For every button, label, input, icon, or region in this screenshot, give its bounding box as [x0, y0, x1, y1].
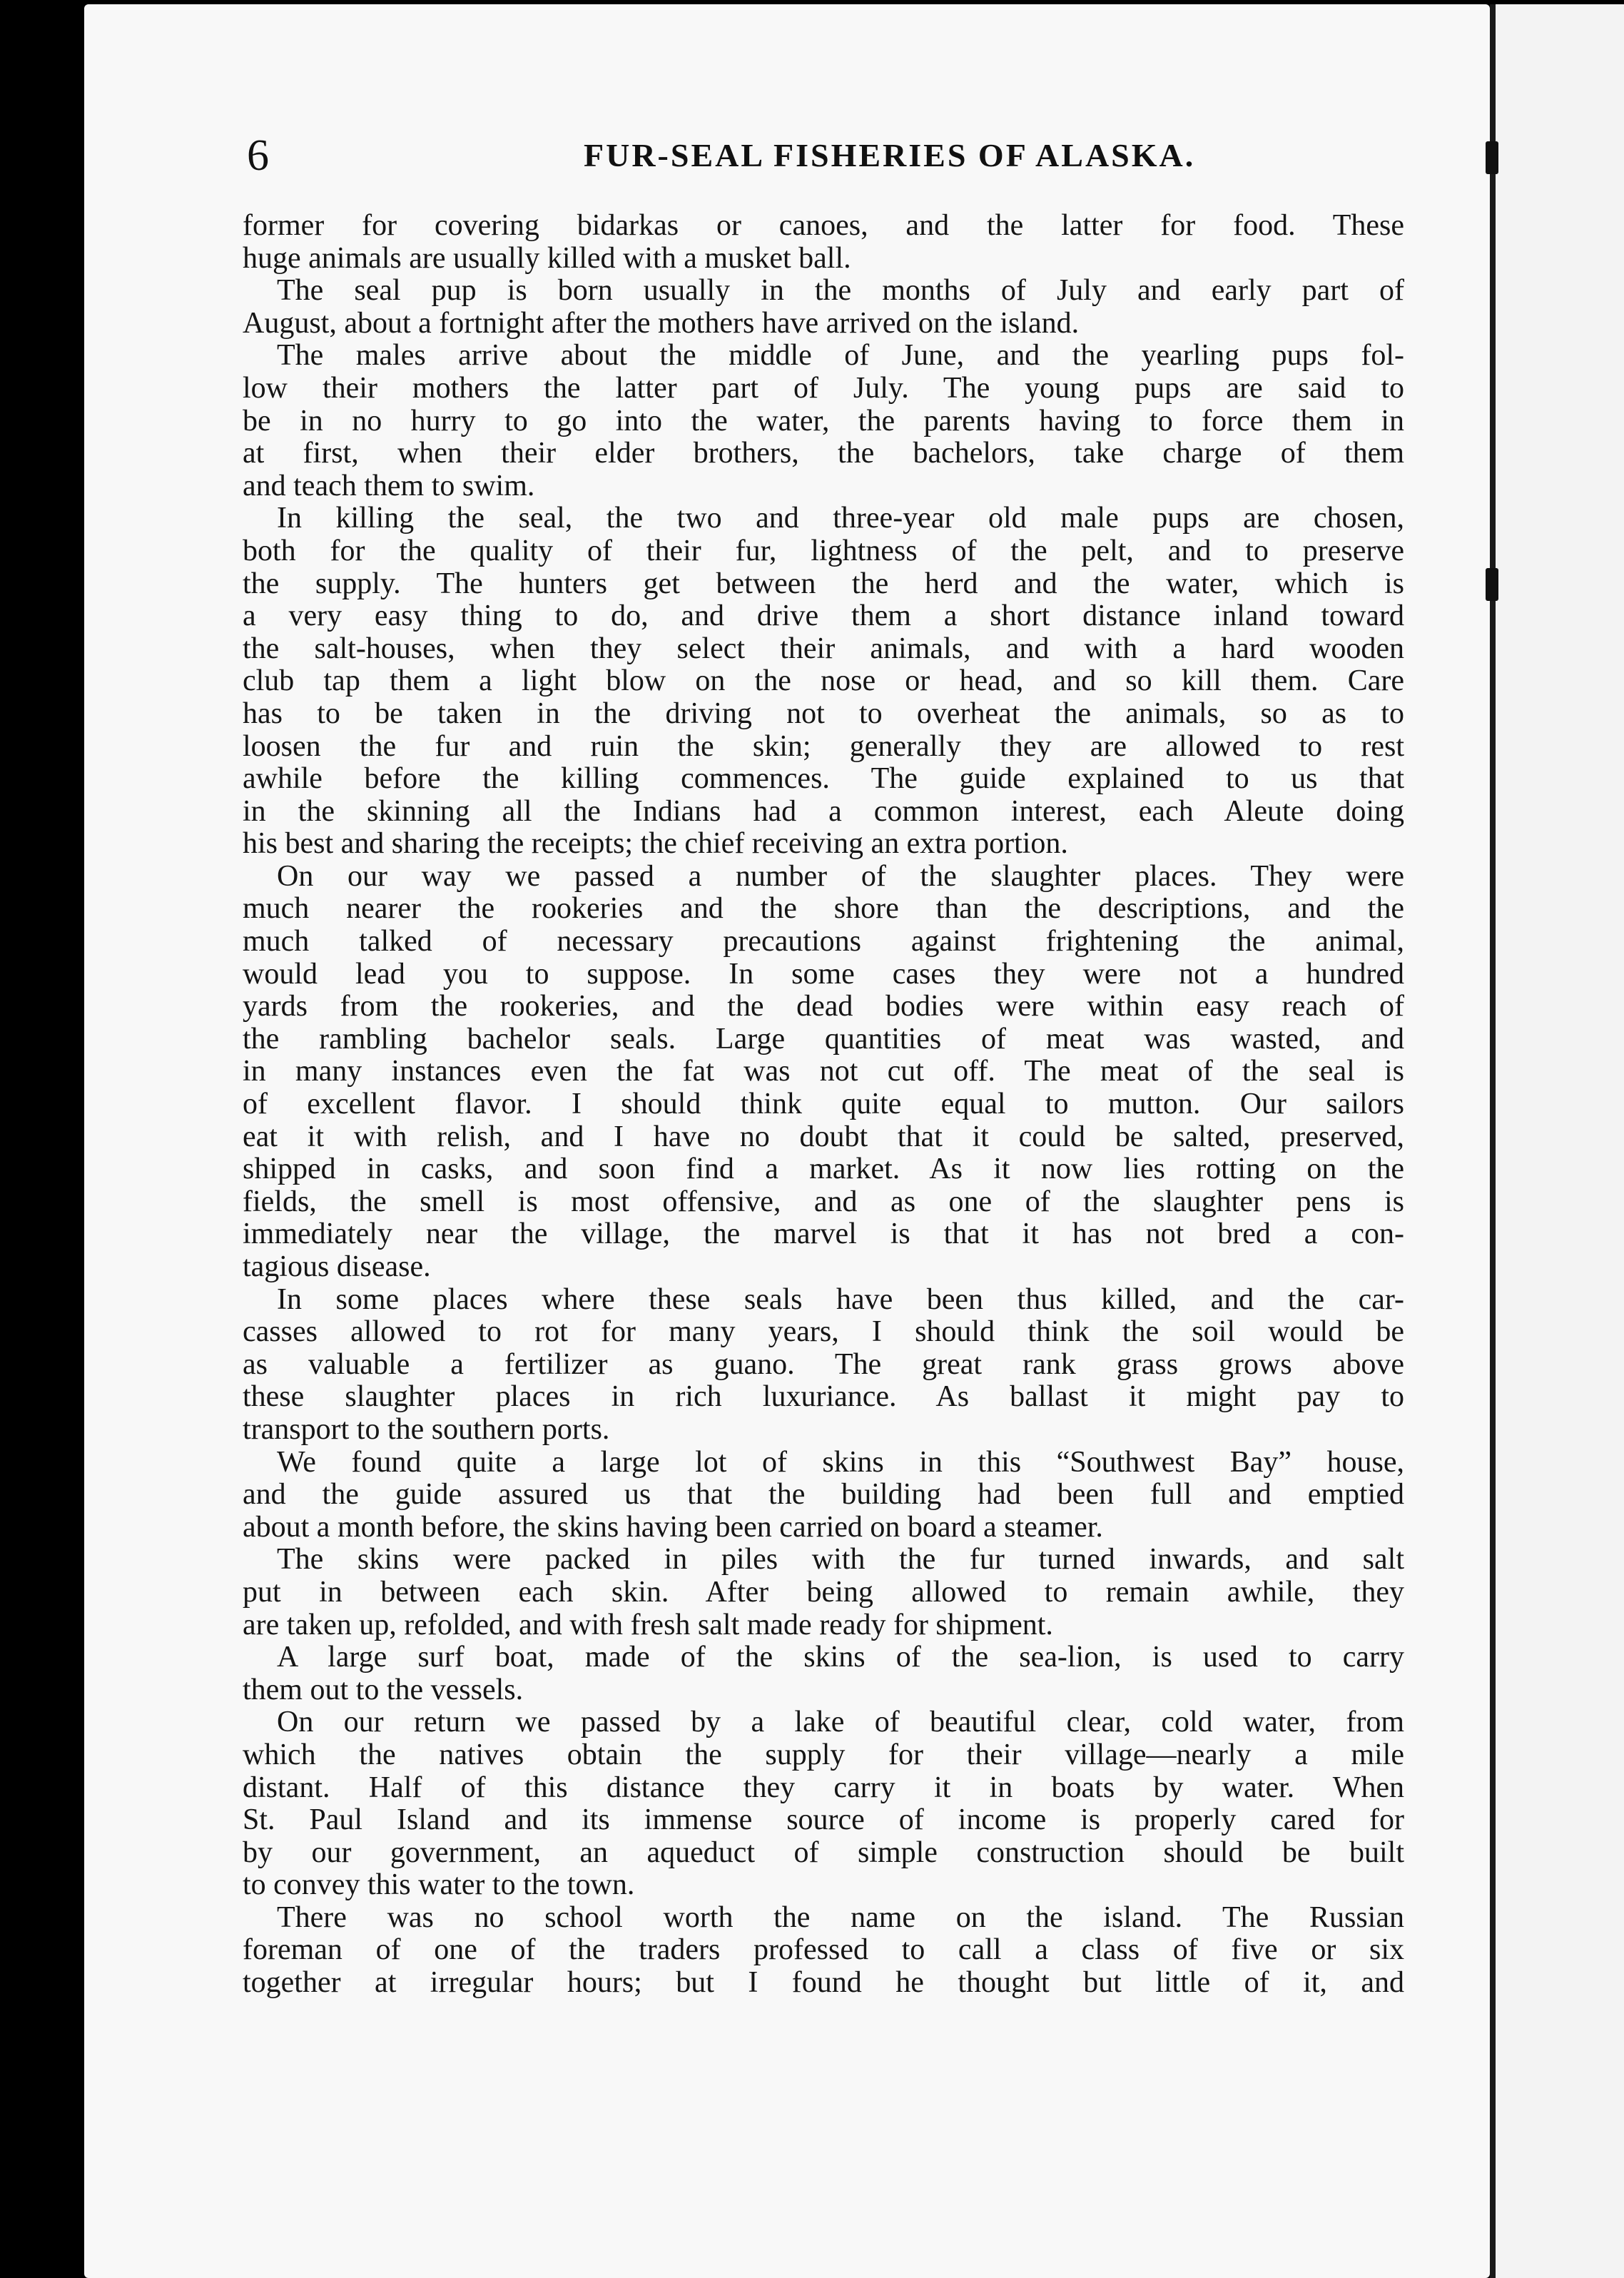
- next-page-edge: [1490, 4, 1624, 2278]
- text-line: has to be taken in the driving not to overheat the animals, so as to: [243, 697, 1404, 730]
- running-head: FUR-SEAL FISHERIES OF ALASKA.: [584, 137, 1196, 173]
- text-line: The males arrive about the middle of June, and the yearling pups fol-: [277, 340, 1404, 373]
- text-line: transport to the southern ports.: [243, 1413, 610, 1446]
- text-line: to convey this water to the town.: [243, 1869, 635, 1902]
- text-line: a very easy thing to do, and drive them a short distance inland toward: [243, 600, 1404, 633]
- text-line: fields, the smell is most offensive, and as one of the slaughter pens is: [243, 1185, 1404, 1218]
- text-line: the rambling bachelor seals. Large quantities of meat was wasted, and: [243, 1023, 1404, 1056]
- text-line: The skins were packed in piles with the fur turned inwards, and salt: [277, 1544, 1404, 1576]
- text-line: be in no hurry to go into the water, the parents having to force them in: [243, 405, 1404, 437]
- text-line: the supply. The hunters get between the herd and the water, which is: [243, 567, 1404, 600]
- text-line: together at irregular hours; but I found he thought but little of it, and: [243, 1967, 1404, 2000]
- text-line: put in between each skin. After being allowed to remain awhile, they: [243, 1576, 1404, 1609]
- text-line: about a month before, the skins having been carried on board a steamer.: [243, 1511, 1103, 1544]
- text-line: immediately near the village, the marvel is that it has not bred a con-: [243, 1218, 1404, 1251]
- text-line: would lead you to suppose. In some cases they were not a hundred: [243, 958, 1404, 991]
- text-line: On our return we passed by a lake of beautiful clear, cold water, from: [277, 1706, 1404, 1739]
- text-line: his best and sharing the receipts; the chief receiving an extra portion.: [243, 828, 1068, 861]
- text-line: In some places where these seals have been thus killed, and the car-: [277, 1283, 1404, 1316]
- binding-mark: [1486, 568, 1498, 601]
- text-line: much talked of necessary precautions against frightening the animal,: [243, 926, 1404, 958]
- text-line: August, about a fortnight after the mothers have arrived on the island.: [243, 307, 1080, 340]
- text-line: much nearer the rookeries and the shore than the descriptions, and the: [243, 893, 1404, 926]
- text-line: tagious disease.: [243, 1251, 431, 1283]
- text-line: these slaughter places in rich luxuriance. As ballast it might pay to: [243, 1381, 1404, 1414]
- text-line: There was no school worth the name on the island. The Russian: [277, 1901, 1404, 1934]
- text-line: huge animals are usually killed with a musket ball.: [243, 242, 851, 275]
- text-line: both for the quality of their fur, lightness of the pelt, and to preserve: [243, 535, 1404, 567]
- text-line: and teach them to swim.: [243, 470, 535, 502]
- text-line: them out to the vessels.: [243, 1674, 524, 1706]
- text-line: and the guide assured us that the building had been full and emptied: [243, 1479, 1404, 1512]
- binding-mark: [1486, 141, 1498, 174]
- text-line: St. Paul Island and its immense source of income is properly cared for: [243, 1804, 1404, 1837]
- text-line: A large surf boat, made of the skins of the sea-lion, is used to carry: [277, 1641, 1404, 1674]
- text-line: are taken up, refolded, and with fresh salt made ready for shipment.: [243, 1609, 1053, 1641]
- text-line: awhile before the killing commences. The guide explained to us that: [243, 763, 1404, 796]
- text-line: low their mothers the latter part of July. The young pups are said to: [243, 372, 1404, 405]
- text-line: On our way we passed a number of the slaughter places. They were: [277, 860, 1404, 893]
- text-line: distant. Half of this distance they carry it in boats by water. When: [243, 1771, 1404, 1804]
- text-line: as valuable a fertilizer as guano. The great rank grass grows above: [243, 1348, 1404, 1381]
- text-line: foreman of one of the traders professed to call a class of five or six: [243, 1934, 1404, 1967]
- text-line: in the skinning all the Indians had a common interest, each Aleute doing: [243, 795, 1404, 828]
- text-line: former for covering bidarkas or canoes, and the latter for food. These: [243, 210, 1404, 242]
- text-line: which the natives obtain the supply for their village—nearly a mile: [243, 1738, 1404, 1771]
- body-text: [243, 210, 1404, 2000]
- text-line: of excellent flavor. I should think quite equal to mutton. Our sailors: [243, 1088, 1404, 1121]
- text-line: We found quite a large lot of skins in this “Southwest Bay” house,: [277, 1446, 1404, 1479]
- text-line: in many instances even the fat was not cut off. The meat of the seal is: [243, 1056, 1404, 1088]
- text-line: The seal pup is born usually in the months of July and early part of: [277, 275, 1404, 308]
- text-line: eat it with relish, and I have no doubt that it could be salted, preserved,: [243, 1120, 1404, 1153]
- text-line: loosen the fur and ruin the skin; generally they are allowed to rest: [243, 730, 1404, 763]
- text-line: In killing the seal, the two and three-year old male pups are chosen,: [277, 502, 1404, 535]
- text-line: at first, when their elder brothers, the bachelors, take charge of them: [243, 437, 1404, 470]
- text-line: club tap them a light blow on the nose or head, and so kill them. Care: [243, 665, 1404, 698]
- page-header: [84, 127, 1490, 184]
- text-line: yards from the rookeries, and the dead bodies were within easy reach of: [243, 991, 1404, 1023]
- text-line: casses allowed to rot for many years, I should think the soil would be: [243, 1316, 1404, 1349]
- text-line: by our government, an aqueduct of simple construction should be built: [243, 1836, 1404, 1869]
- text-line: shipped in casks, and soon find a market. As it now lies rotting on the: [243, 1153, 1404, 1186]
- page-number: 6: [247, 131, 269, 180]
- book-page: [84, 4, 1490, 2278]
- text-line: the salt-houses, when they select their animals, and with a hard wooden: [243, 632, 1404, 665]
